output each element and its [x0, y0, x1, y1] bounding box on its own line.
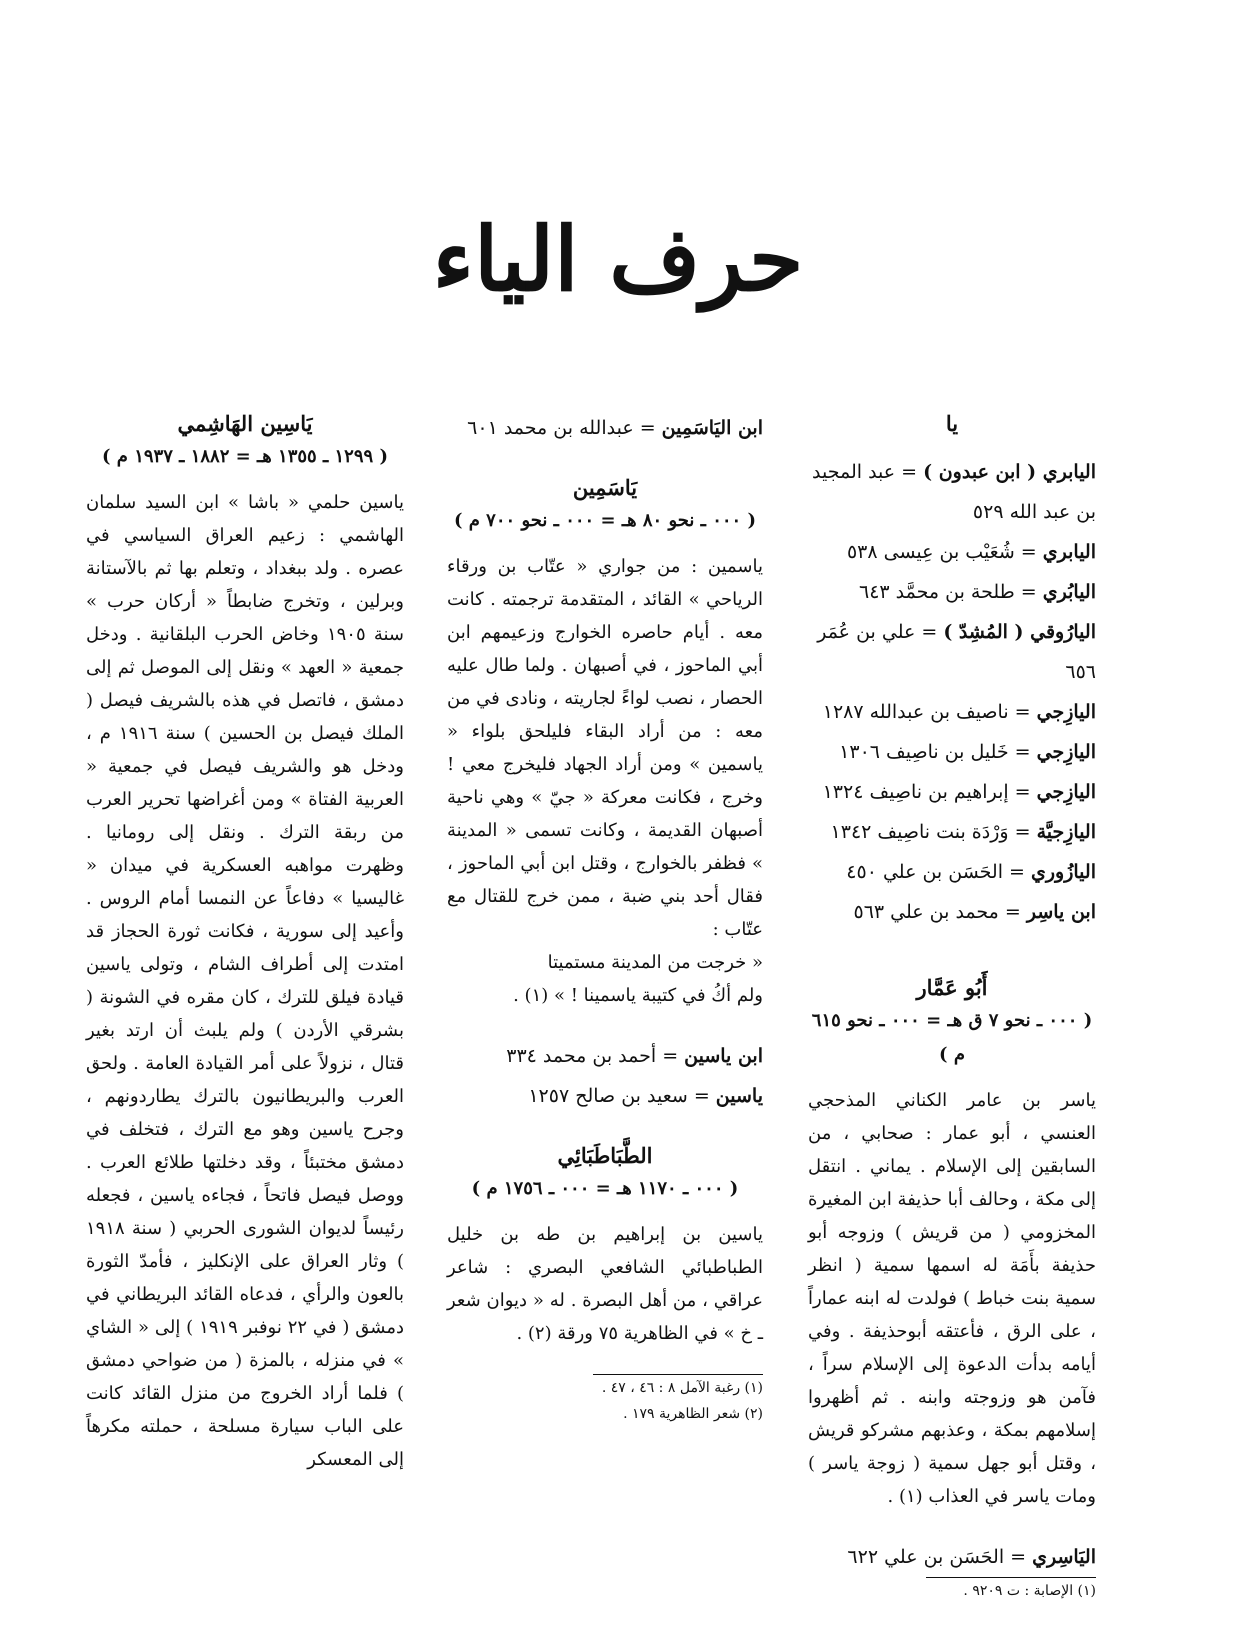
cross-ref-entry: اليازُوري = الحَسَن بن علي ٤٥٠	[846, 861, 1096, 883]
cross-ref-entry: ابن ياسين = أحمد بن محمد ٣٣٤	[506, 1045, 763, 1067]
biography-dates: ( ٠٠٠ ـ نحو ٧ ق هـ = ٠٠٠ ـ نحو ٦١٥ م )	[811, 1010, 1093, 1065]
footnotes	[808, 1578, 1096, 1604]
biography-dates: ( ٠٠٠ ـ نحو ٨٠ هـ = ٠٠٠ ـ نحو ٧٠٠ م )	[453, 510, 757, 531]
poem-line: ولم أكُ في كتيبة ياسمينا ! » (١) .	[513, 985, 763, 1006]
page-title: حرف الياء	[432, 207, 804, 311]
biography-text: ياسمين : من جواري « عتّاب بن ورقاء الرياحي » القائد ، المتقدمة ترجمته . كانت معه . أيام حاصره الخوارج وزعيمهم ابن أبي الماحوز ، في أصبهان . ولما طال عليه الحصار ، نصب لواءً لجاريته ، ونادى في من معه : من أراد البقاء فليلحق بلواء « ياسمين » ومن أراد الجهاد فليخرج معي ! وخرج ، فكانت معركة « جيّ » وهي ناحية أصبهان القديمة ، وكانت تسمى « المدينة » فظفر بالخوارج ، وقتل ابن أبي الماحوز ، فقال أحد بني ضبة ، ممن خرج للقتال مع عتّاب :	[447, 556, 763, 940]
biography-dates: ( ٠٠٠ ـ ١١٧٠ هـ = ٠٠٠ ـ ١٧٥٦ م )	[471, 1178, 739, 1199]
column-left	[86, 408, 404, 1476]
cross-ref-entry: ياسين = سعيد بن صالح ١٢٥٧	[528, 1085, 763, 1107]
cross-ref-entry: اليابُري = طلحة بن محمَّد ٦٤٣	[859, 581, 1096, 603]
cross-ref-entry: اليازِجي = خَليل بن ناصِيف ١٣٠٦	[839, 741, 1096, 763]
cross-ref-entry: ابن اليَاسَمِين = عبدالله بن محمد ٦٠١	[467, 417, 763, 439]
column-right	[808, 408, 1096, 1604]
biography-text: ياسر بن عامر الكناني المذحجي العنسي ، أبو عمار : صحابي ، من السابقين إلى الإسلام . يماني . انتقل إلى مكة ، وحالف أبا حذيفة ابن المغيرة المخزومي ( من قريش ) وزوجه أبو حذيفة بأَمَة له اسمها سمية ( انظر سمية بنت خباط ) فولدت له ابنه عماراً ، على الرق ، فأعتقه أبوحذيفة . وفي أيامه بدأت الدعوة إلى الإسلام سراً ، فآمن هو وزوجته وابنه . ثم أظهروا إسلامهم بمكة ، وعذبهم مشركو قريش ، وقتل أبو جهل سمية ( زوجة ياسر ) ومات ياسر في العذاب (١) .	[808, 1090, 1096, 1507]
biography-name: يَاسَمِين	[572, 475, 638, 500]
cross-ref-entry: اليابري = شُعَيْب بن عِيسى ٥٣٨	[846, 541, 1096, 563]
biography-dates: ( ١٢٩٩ ـ ١٣٥٥ هـ = ١٨٨٢ ـ ١٩٣٧ م )	[102, 446, 388, 467]
cross-ref-entry: اليَاسِري = الحَسَن بن علي ٦٢٢	[847, 1546, 1096, 1568]
biography-name: يَاسِين الهَاشِمي	[177, 411, 313, 436]
column-middle	[447, 408, 763, 1427]
poem-line: « خرجت من المدينة مستميتا	[547, 952, 763, 973]
cross-ref-entry: اليازِجي = ناصيف بن عبدالله ١٢٨٧	[822, 701, 1096, 723]
cross-ref-entry: اليابري ( ابن عبدون ) = عبد المجيد بن عبد الله ٥٢٩	[812, 461, 1096, 523]
biography-name: أَبُو عَمَّار	[916, 975, 988, 1000]
cross-ref-entry: اليارُوقي ( المُشِدّ ) = علي بن عُمَر ٦٥٦	[817, 621, 1096, 683]
footnote: (١) الإصابة : ت ٩٢٠٩ .	[963, 1583, 1096, 1599]
cross-ref-entry: اليازِجيَّة = وَرْدَة بنت ناصِيف ١٣٤٢	[830, 821, 1096, 843]
footnote: (١) رغبة الآمل ٨ : ٤٦ ، ٤٧ .	[601, 1380, 763, 1396]
footnote: (٢) شعر الظاهرية ١٧٩ .	[623, 1406, 763, 1422]
cross-ref-entry: ابن ياسِر = محمد بن علي ٥٦٣	[853, 901, 1096, 923]
biography-text: ياسين حلمي « باشا » ابن السيد سلمان الهاشمي : زعيم العراق السياسي في عصره . ولد ببغداد ، وتعلم بها ثم بالآستانة وبرلين ، وتخرج ضابطاً « أركان حرب » سنة ١٩٠٥ وخاض الحرب البلقانية . ودخل جمعية « العهد » ونقل إلى الموصل ثم إلى دمشق ، فاتصل في هذه بالشريف فيصل ( الملك فيصل بن الحسين ) سنة ١٩١٦ م ، ودخل هو والشريف فيصل في جمعية « العربية الفتاة » ومن أغراضها تحرير العرب من ربقة الترك . ونقل إلى رومانيا . وظهرت مواهبه العسكرية في ميدان « غاليسيا » دفاعاً عن النمسا أمام الروس . وأعيد إلى سورية ، فكانت ثورة الحجاز قد امتدت إلى أطراف الشام ، وتولى ياسين قيادة فيلق للترك ، كان مقره في الشونة ( بشرقي الأردن ) ولم يلبث أن ارتد بغير قتال ، نزولاً على أمر القيادة العامة . ولحق العرب والبريطانيون بالترك يطاردونهم ، وجرح ياسين وهو مع الترك ، فتخلف في دمشق مختبئاً ، وقد دخلتها طلائع العرب . ووصل فيصل فاتحاً ، فجاءه ياسين ، فجعله رئيساً لديوان الشورى الحربي ( سنة ١٩١٨ ) وثار العراق على الإنكليز ، فأمدّ الثورة بالعون والرأي ، فدعاه القائد البريطاني في دمشق ( في ٢٢ نوفبر ١٩١٩ ) إلى « الشاي » في منزله ، بالمزة ( من ضواحي دمشق ) فلما أراد الخروج من منزل القائد كانت على الباب سيارة مسلحة ، حملته مكرهاً إلى المعسكر	[86, 492, 405, 1470]
biography-name: الطَّبَاطَبَائِي	[557, 1143, 653, 1168]
section-heading: يا	[945, 411, 959, 436]
cross-ref-entry: اليازِجي = إبراهيم بن ناصِيف ١٣٢٤	[822, 781, 1096, 803]
biography-text: ياسين بن إبراهيم بن طه بن خليل الطباطبائي الشافعي البصري : شاعر عراقي ، من أهل البصرة . له « ديوان شعر ـ خ » في الظاهرية ٧٥ ورقة (٢) .	[447, 1224, 763, 1344]
entry-list	[808, 452, 1096, 932]
footnotes	[447, 1375, 763, 1427]
